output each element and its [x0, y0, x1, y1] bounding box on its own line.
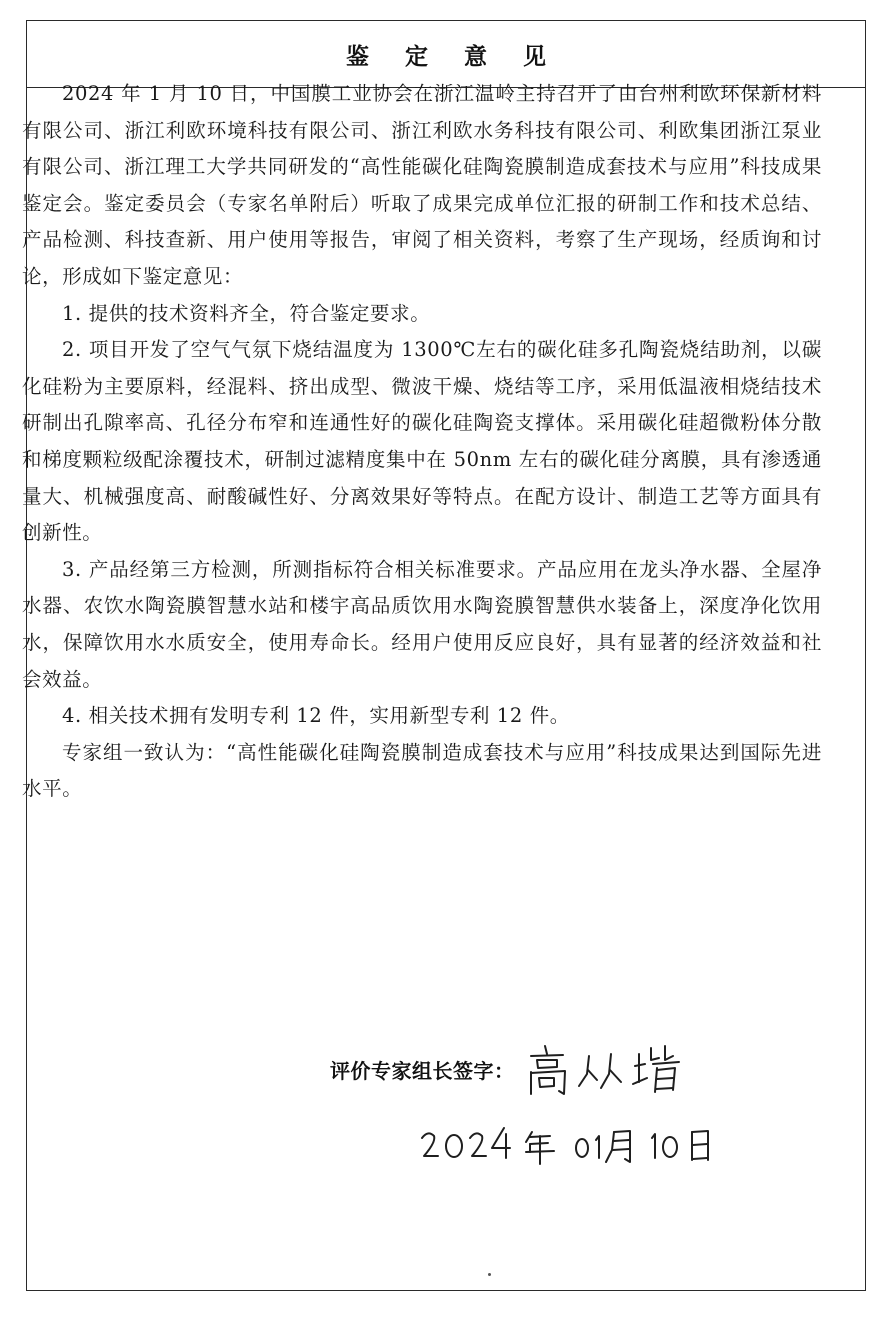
paragraph-item-2: 2. 项目开发了空气气氛下烧结温度为 1300℃左右的碳化硅多孔陶瓷烧结助剂，以碳化硅粉为主要原料，经混料、挤出成型、微波干燥、烧结等工序，采用低温液相烧结技术研制出孔隙率高、孔径分布窄和连通性好的碳化硅陶瓷支撑体。采用碳化硅超微粉体分散和梯度颗粒级配涂覆技术，研制过滤精度集中在 50nm 左右的碳化硅分离膜，具有渗透通量大、机械强度高、耐酸碱性好、分离效果好等特点。在配方设计、制造工艺等方面具有创新性。 [22, 338, 822, 545]
paragraph-item-4: 4. 相关技术拥有发明专利 12 件，实用新型专利 12 件。 [62, 704, 570, 728]
signature-label: 评价专家组长签字： [330, 1058, 515, 1083]
page-title: 鉴 定 意 见 [345, 43, 561, 70]
paragraph-item-1: 1. 提供的技术资料齐全，符合鉴定要求。 [62, 301, 431, 325]
signature-row [330, 1038, 692, 1100]
paragraph-conclusion: 专家组一致认为：“高性能碳化硅陶瓷膜制造成套技术与应用”科技成果达到国际先进水平。 [22, 740, 822, 801]
scan-dot-mark [488, 1273, 491, 1276]
paragraph-item-3: 3. 产品经第三方检测，所测指标符合相关标准要求。产品应用在龙头净水器、全屋净水器、农饮水陶瓷膜智慧水站和楼宇高品质饮用水陶瓷膜智慧供水装备上，深度净化饮用水，保障饮用水水质安全，使用寿命长。经用户使用反应良好，具有显著的经济效益和社会效益。 [22, 557, 822, 691]
handwritten-signature [517, 1038, 692, 1100]
opinion-body [22, 76, 822, 808]
paragraph-intro: 2024 年 1 月 10 日，中国膜工业协会在浙江温岭主持召开了由台州利欧环保新材料有限公司、浙江利欧环境科技有限公司、浙江利欧水务科技有限公司、利欧集团浙江泵业有限公司、浙江理工大学共同研发的“高性能碳化硅陶瓷膜制造成套技术与应用”科技成果鉴定会。鉴定委员会（专家名单附后）听取了成果完成单位汇报的研制工作和技术总结、产品检测、科技查新、用户使用等报告，审阅了相关资料，考察了生产现场，经质询和讨论，形成如下鉴定意见： [22, 82, 822, 288]
handwritten-date [404, 1122, 724, 1166]
